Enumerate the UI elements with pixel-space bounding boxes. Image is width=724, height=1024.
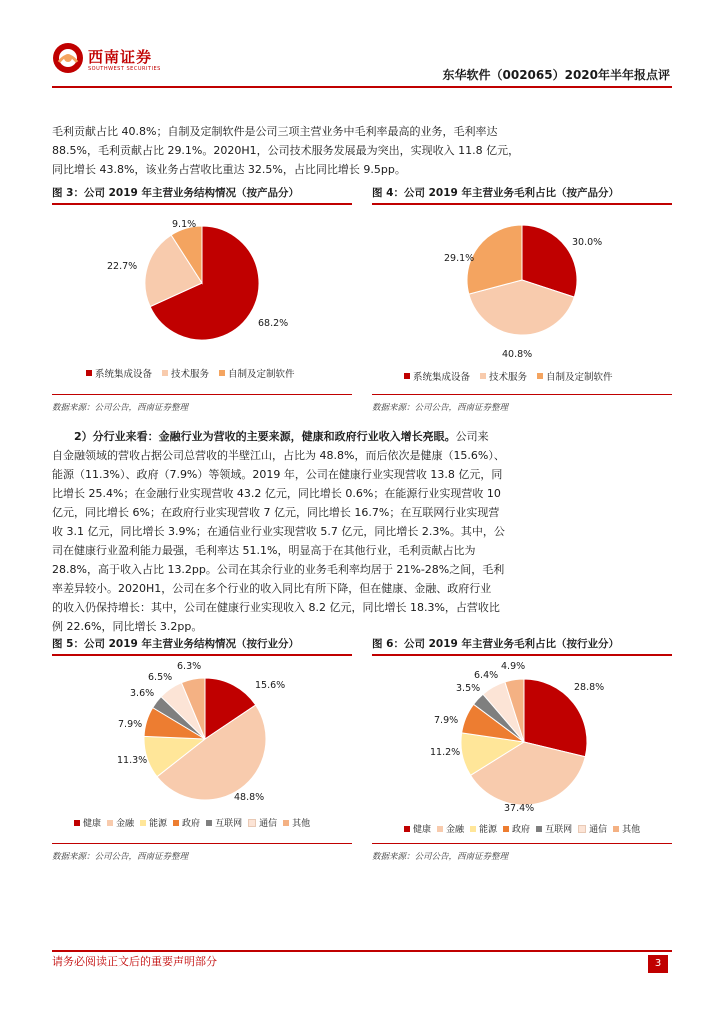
fig5-label-1: 48.8% — [234, 792, 265, 803]
paragraph-lead: 2）分行业来看：金融行业为营收的主要来源，健康和政府行业收入增长亮眼。 — [74, 430, 456, 443]
text-line: 毛利贡献占比 40.8%；自制及定制软件是公司三项主营业务中毛利率最高的业务，毛利率达 — [52, 125, 498, 138]
fig6-label-2: 11.2% — [430, 747, 461, 758]
footer-disclaimer: 请务必阅读正文后的重要声明部分 — [52, 955, 217, 968]
legend-swatch — [283, 820, 289, 826]
fig5-label-3: 7.9% — [118, 719, 143, 730]
fig3-legend — [86, 366, 295, 380]
text-line: 司在健康行业盈利能力最强，毛利率达 51.1%，明显高于在其他行业，毛利贡献占比为 — [52, 544, 476, 557]
report-title: 东华软件（002065）2020年半年报点评 — [442, 68, 670, 82]
text-line: 同比增长 43.8%，该业务占营收比重达 32.5%，占比同比增长 9.5pp。 — [52, 163, 406, 176]
legend-item — [480, 369, 527, 383]
paragraph-industry — [52, 427, 672, 636]
legend-label: 技术服务 — [171, 369, 210, 380]
paragraph-product-intro — [52, 122, 672, 179]
fig4-source: 数据来源：公司公告，西南证券整理 — [372, 403, 509, 413]
legend-label: 健康 — [83, 819, 102, 829]
legend-label: 互联网 — [545, 825, 573, 835]
fig6-label-0: 28.8% — [574, 682, 605, 693]
legend-item — [173, 816, 200, 829]
logo-text: 西南证券 — [88, 48, 153, 66]
fig6-pie-chart — [372, 656, 672, 816]
legend-swatch — [86, 370, 92, 376]
legend-item — [537, 369, 613, 383]
legend-item — [140, 816, 167, 829]
fig6-bottom-rule — [372, 843, 672, 844]
fig6-label-4: 3.5% — [456, 683, 481, 694]
legend-label: 能源 — [479, 825, 498, 835]
text-line — [52, 427, 672, 446]
legend-swatch — [162, 370, 168, 376]
fig6-label-1: 37.4% — [504, 803, 535, 814]
legend-swatch — [470, 826, 476, 832]
legend-label: 通信 — [259, 819, 278, 829]
text-line: 例 22.6%，同比增长 3.2pp。 — [52, 620, 203, 633]
fig5-bottom-rule — [52, 843, 352, 844]
legend-item — [613, 822, 640, 835]
legend-swatch — [107, 820, 113, 826]
legend-label: 系统集成设备 — [95, 369, 153, 380]
legend-label: 其他 — [292, 819, 311, 829]
legend-label: 技术服务 — [489, 372, 528, 383]
logo-subtitle: SOUTHWEST SECURITIES — [88, 66, 161, 72]
text-run: 公司来 — [455, 430, 489, 443]
fig6-source: 数据来源：公司公告，西南证券整理 — [372, 852, 509, 862]
legend-swatch — [503, 826, 509, 832]
legend-label: 政府 — [182, 819, 201, 829]
legend-item — [503, 822, 530, 835]
legend-item — [74, 816, 101, 829]
fig4-bottom-rule — [372, 394, 672, 395]
legend-item — [107, 816, 134, 829]
text-line: 28.8%，高于收入占比 13.2pp。公司在其余行业的业务毛利率均居于 21%-28%之间，毛利 — [52, 563, 505, 576]
fig6-legend — [404, 822, 640, 835]
legend-item — [404, 369, 470, 383]
legend-label: 能源 — [149, 819, 168, 829]
legend-swatch — [536, 826, 542, 832]
legend-swatch — [140, 820, 146, 826]
fig4-legend — [404, 369, 613, 383]
legend-label: 互联网 — [215, 819, 243, 829]
fig5-source: 数据来源：公司公告，西南证券整理 — [52, 852, 189, 862]
fig3-label-2: 9.1% — [172, 219, 197, 230]
page-header — [0, 0, 724, 90]
fig3-title: 图 3：公司 2019 年主营业务结构情况（按产品分） — [52, 187, 299, 199]
legend-label: 自制及定制软件 — [228, 369, 295, 380]
header-divider — [52, 86, 672, 88]
legend-item — [404, 822, 431, 835]
fig6-label-6: 4.9% — [501, 661, 526, 672]
legend-swatch — [404, 826, 410, 832]
fig3-bottom-rule — [52, 394, 352, 395]
logo-icon — [52, 42, 84, 74]
legend-label: 其他 — [622, 825, 641, 835]
fig4-pie-chart — [372, 205, 672, 390]
legend-item — [283, 816, 310, 829]
legend-swatch — [537, 373, 543, 379]
text-line: 的收入仍保持增长：其中，公司在健康行业实现收入 8.2 亿元，同比增长 18.3%，占营收比 — [52, 601, 500, 614]
fig5-label-0: 15.6% — [255, 680, 286, 691]
legend-swatch — [613, 826, 619, 832]
fig3-pie-chart — [52, 205, 352, 390]
legend-item — [86, 366, 152, 380]
fig5-title: 图 5：公司 2019 年主营业务结构情况（按行业分） — [52, 638, 299, 650]
legend-swatch — [206, 820, 212, 826]
fig5-legend — [74, 816, 310, 829]
fig4-label-0: 30.0% — [572, 237, 603, 248]
text-line: 能源（11.3%）、政府（7.9%）等领域。2019 年，公司在健康行业实现营收 13.8 亿元，同 — [52, 468, 503, 481]
legend-label: 健康 — [413, 825, 432, 835]
fig4-label-1: 40.8% — [502, 349, 533, 360]
fig3-source: 数据来源：公司公告，西南证券整理 — [52, 403, 189, 413]
legend-item — [470, 822, 497, 835]
text-line: 率差异较小。2020H1，公司在多个行业的收入同比有所下降，但在健康、金融、政府行业 — [52, 582, 492, 595]
fig5-pie-chart — [52, 656, 352, 811]
legend-swatch — [219, 370, 225, 376]
legend-item — [162, 366, 209, 380]
fig6-title: 图 6：公司 2019 年主营业务毛利占比（按行业分） — [372, 638, 619, 650]
legend-swatch — [578, 825, 586, 833]
fig5-label-2: 11.3% — [117, 755, 148, 766]
fig6-label-3: 7.9% — [434, 715, 459, 726]
legend-item — [536, 822, 572, 835]
fig5-label-5: 6.5% — [148, 672, 173, 683]
legend-swatch — [248, 819, 256, 827]
fig6-label-5: 6.4% — [474, 670, 499, 681]
fig5-label-4: 3.6% — [130, 688, 155, 699]
legend-item — [578, 822, 607, 835]
legend-label: 系统集成设备 — [413, 372, 471, 383]
legend-item — [437, 822, 464, 835]
text-line: 亿元，同比增长 6%；在政府行业实现营收 7 亿元，同比增长 16.7%；在互联网行业实现营 — [52, 506, 500, 519]
legend-swatch — [173, 820, 179, 826]
legend-swatch — [404, 373, 410, 379]
text-line: 收 3.1 亿元，同比增长 3.9%；在通信业行业实现营收 5.7 亿元，同比增长 2.3%。其中，公 — [52, 525, 505, 538]
fig3-label-0: 68.2% — [258, 318, 289, 329]
text-line: 88.5%，毛利贡献占比 29.1%。2020H1，公司技术服务发展最为突出，实现收入 11.8 亿元， — [52, 144, 520, 157]
footer-divider — [52, 950, 672, 952]
fig4-label-2: 29.1% — [444, 253, 475, 264]
text-line: 比增长 25.4%；在金融行业实现营收 43.2 亿元，同比增长 0.6%；在能源行业实现营收 10 — [52, 487, 501, 500]
legend-label: 金融 — [116, 819, 135, 829]
fig5-label-6: 6.3% — [177, 661, 202, 672]
legend-label: 金融 — [446, 825, 465, 835]
legend-swatch — [74, 820, 80, 826]
legend-item — [248, 816, 277, 829]
fig3-label-1: 22.7% — [107, 261, 138, 272]
legend-swatch — [480, 373, 486, 379]
legend-swatch — [437, 826, 443, 832]
page-number: 3 — [648, 955, 668, 973]
legend-label: 自制及定制软件 — [546, 372, 613, 383]
legend-label: 通信 — [589, 825, 608, 835]
text-line: 自金融领域的营收占据公司总营收的半壁江山，占比为 48.8%，而后依次是健康（15.6%）、 — [52, 449, 505, 462]
legend-label: 政府 — [512, 825, 531, 835]
legend-item — [206, 816, 242, 829]
fig4-title: 图 4：公司 2019 年主营业务毛利占比（按产品分） — [372, 187, 619, 199]
legend-item — [219, 366, 295, 380]
